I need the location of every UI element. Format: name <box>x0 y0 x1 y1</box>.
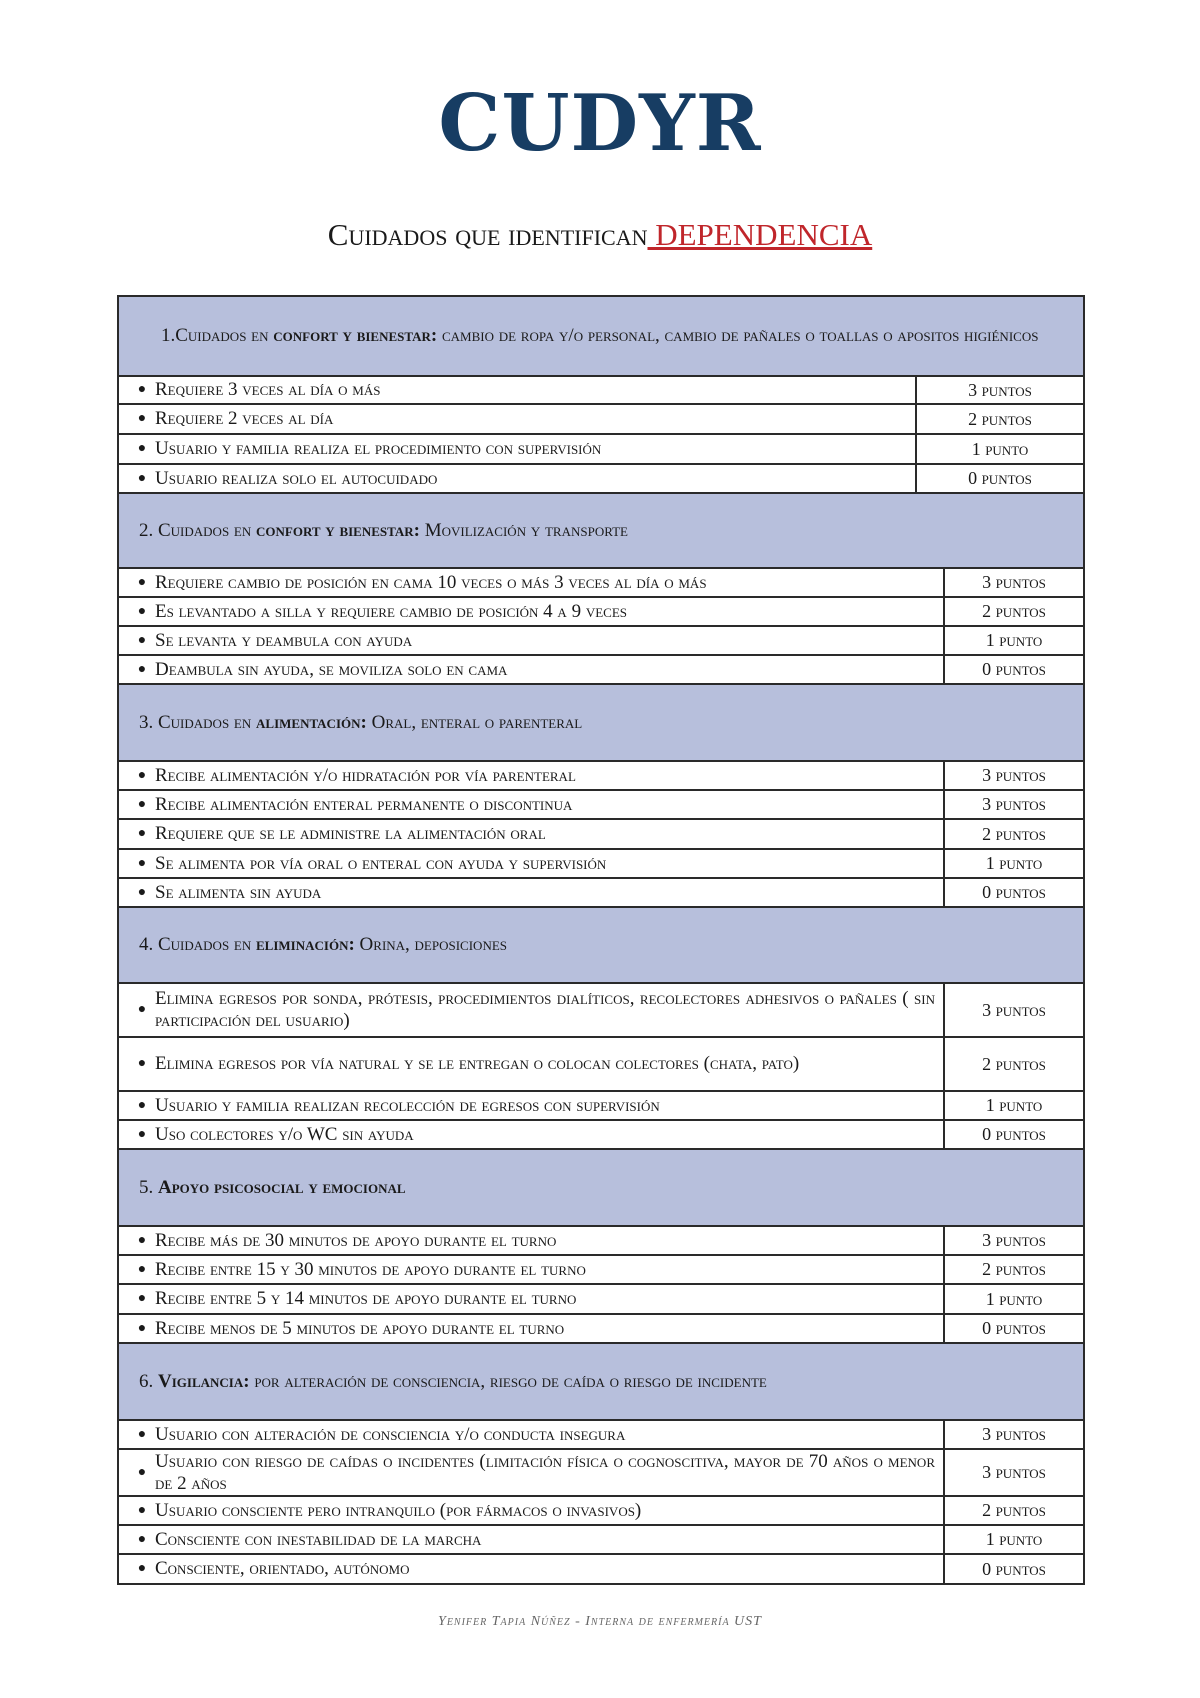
section-heading-prefix: 2. Cuidados en <box>139 519 257 541</box>
points-cell: 3 puntos <box>982 1462 1046 1482</box>
criterion-cell <box>119 1227 945 1254</box>
criterion-label: Consciente, orientado, autónomo <box>155 1558 410 1579</box>
criterion-label: Usuario realiza solo el autocuidado <box>155 467 438 489</box>
bullet-icon: ● <box>137 574 147 590</box>
criterion-label: Usuario con alteración de consciencia y/o conducta insegura <box>155 1423 626 1445</box>
criterion-cell <box>119 1038 945 1090</box>
points-cell: 2 puntos <box>982 601 1046 621</box>
criterion-label: Requiere que se le administre la alimentación oral <box>155 823 546 844</box>
points-cell: 1 punto <box>985 853 1043 873</box>
table-row <box>119 1090 1083 1119</box>
bullet-icon: ● <box>137 1502 147 1518</box>
criterion-cell <box>119 1450 945 1495</box>
table-row <box>119 433 1083 463</box>
criterion-cell <box>119 1256 945 1283</box>
points-cell: 0 puntos <box>982 1124 1046 1144</box>
table-row <box>119 1553 1083 1583</box>
bullet-icon: ● <box>137 411 147 426</box>
section-heading-bold: Vigilancia: <box>158 1370 250 1392</box>
criterion-label: Recibe menos de 5 minutos de apoyo durante el turno <box>155 1317 565 1339</box>
bullet-icon: ● <box>137 855 147 871</box>
points-cell: 1 punto <box>985 630 1043 650</box>
table-row <box>119 654 1083 683</box>
table-row <box>119 596 1083 625</box>
criterion-label: Se alimenta por vía oral o enteral con ayuda y supervisión <box>155 852 607 874</box>
bullet-icon: ● <box>137 1126 147 1142</box>
points-cell: 0 puntos <box>982 1318 1046 1338</box>
points-cell: 1 punto <box>985 1095 1043 1115</box>
criterion-cell <box>119 1421 945 1448</box>
criterion-label: Deambula sin ayuda, se moviliza solo en cama <box>155 658 508 680</box>
points-cell: 2 puntos <box>982 1500 1046 1520</box>
criterion-label: Usuario consciente pero intranquilo (por fármacos o invasivos) <box>155 1499 642 1521</box>
table-row <box>119 1419 1083 1448</box>
section-heading-bold: alimentación: <box>256 711 367 733</box>
table-row <box>119 1225 1083 1254</box>
bullet-icon: ● <box>137 1002 147 1017</box>
table-row <box>119 1283 1083 1313</box>
section-heading-prefix: 6. <box>139 1370 158 1392</box>
criterion-label: Usuario y familia realiza el procedimiento con supervisión <box>155 438 602 459</box>
criterion-label: Usuario y familia realizan recolección de egresos con supervisión <box>155 1094 660 1116</box>
criterion-cell <box>119 1285 945 1313</box>
table-row <box>119 1254 1083 1283</box>
points-cell: 0 puntos <box>982 882 1046 902</box>
section-heading-prefix: 1.Cuidados en <box>161 325 274 346</box>
section-6 <box>119 1342 1083 1583</box>
criterion-label: Requiere 3 veces al día o más <box>155 379 381 400</box>
criterion-cell <box>119 405 917 433</box>
table-row <box>119 403 1083 433</box>
criterion-cell <box>119 1526 945 1553</box>
points-cell: 0 puntos <box>982 659 1046 679</box>
section-heading-prefix: 3. Cuidados en <box>139 711 257 733</box>
points-cell: 3 puntos <box>968 379 1032 400</box>
section-heading-bold: confort y bienestar: <box>273 325 438 346</box>
page-subtitle <box>0 217 1200 253</box>
table-row <box>119 1524 1083 1553</box>
points-cell: 2 puntos <box>982 1053 1046 1074</box>
table-row <box>119 1495 1083 1524</box>
section-heading-bold: confort y bienestar: <box>256 519 420 541</box>
bullet-icon: ● <box>137 1097 147 1113</box>
points-cell: 3 puntos <box>982 1230 1046 1250</box>
criterion-label: Se alimenta sin ayuda <box>155 881 322 903</box>
bullet-icon: ● <box>137 1291 147 1306</box>
criterion-label: Se levanta y deambula con ayuda <box>155 629 413 651</box>
section-heading <box>119 1342 1083 1419</box>
section-heading-bold: eliminación: <box>256 934 355 955</box>
points-cell: 1 punto <box>971 438 1029 459</box>
points-cell: 0 puntos <box>982 1558 1046 1579</box>
table-row <box>119 877 1083 906</box>
points-cell: 0 puntos <box>968 468 1032 488</box>
table-row <box>119 375 1083 403</box>
section-heading <box>119 297 1083 375</box>
criterion-label: Es levantado a silla y requiere cambio de posición 4 a 9 veces <box>155 600 627 622</box>
criterion-cell <box>119 1555 945 1583</box>
points-cell: 1 punto <box>985 1288 1043 1309</box>
bullet-icon: ● <box>137 603 147 619</box>
criterion-label: Recibe alimentación enteral permanente o discontinua <box>155 793 573 815</box>
points-cell: 3 puntos <box>982 794 1046 814</box>
criterion-label: Requiere cambio de posición en cama 10 veces o más 3 veces al día o más <box>155 571 707 593</box>
section-heading <box>119 1148 1083 1225</box>
criterion-label: Elimina egresos por vía natural y se le entregan o colocan colectores (chata, pato) <box>155 1053 800 1074</box>
section-heading-rest: Oral, enteral o parenteral <box>366 711 583 733</box>
section-heading-rest: por alteración de consciencia, riesgo de caída o riesgo de incidente <box>249 1370 767 1392</box>
points-cell: 2 puntos <box>982 823 1046 844</box>
criterion-cell <box>119 656 945 683</box>
bullet-icon: ● <box>137 884 147 900</box>
bullet-icon: ● <box>137 826 147 841</box>
criterion-label: Uso colectores y/o WC sin ayuda <box>155 1123 414 1145</box>
page-title: CUDYR <box>438 78 762 169</box>
bullet-icon: ● <box>137 661 147 677</box>
bullet-icon: ● <box>137 1261 147 1277</box>
criterion-label: Requiere 2 veces al día <box>155 408 334 429</box>
criterion-label: Recibe alimentación y/o hidratación por vía parenteral <box>155 764 576 786</box>
criterion-label: Recibe entre 15 y 30 minutos de apoyo durante el turno <box>155 1258 586 1280</box>
criterion-label: Recibe más de 30 minutos de apoyo durante el turno <box>155 1229 557 1251</box>
section-heading <box>119 906 1083 982</box>
bullet-icon: ● <box>137 1232 147 1248</box>
section-heading-rest: Orina, deposiciones <box>354 934 507 955</box>
section-heading-rest: cambio de ropa y/o personal, cambio de pañales o toallas o apositos higiénicos <box>437 325 1039 346</box>
table-row <box>119 1119 1083 1148</box>
criterion-cell <box>119 850 945 877</box>
subtitle-text: Cuidados que identifican <box>327 217 648 252</box>
points-cell: 2 puntos <box>968 408 1032 429</box>
criterion-cell <box>119 879 945 906</box>
bullet-icon: ● <box>137 767 147 783</box>
criterion-cell <box>119 465 917 492</box>
criterion-label: Consciente con inestabilidad de la marcha <box>155 1528 482 1550</box>
section-4 <box>119 906 1083 1148</box>
section-heading <box>119 683 1083 760</box>
points-cell: 3 puntos <box>982 1424 1046 1444</box>
bullet-icon: ● <box>137 1426 147 1442</box>
bullet-icon: ● <box>137 1320 147 1336</box>
criterion-cell <box>119 1315 945 1342</box>
criterion-label: Usuario con riesgo de caídas o incidentes (limitación física o cognoscitiva, mayor de 70 años o menor de 2 años <box>155 1450 935 1494</box>
bullet-icon: ● <box>137 1531 147 1547</box>
points-cell: 3 puntos <box>982 765 1046 785</box>
criterion-cell <box>119 627 945 654</box>
bullet-icon: ● <box>137 796 147 812</box>
criterion-cell <box>119 762 945 789</box>
section-2 <box>119 492 1083 683</box>
table-row <box>119 848 1083 877</box>
criterion-cell <box>119 1092 945 1119</box>
criterion-cell <box>119 569 945 596</box>
table-row <box>119 625 1083 654</box>
criterion-cell <box>119 1121 945 1148</box>
criterion-label: Recibe entre 5 y 14 minutos de apoyo durante el turno <box>155 1288 577 1309</box>
subtitle-highlight: DEPENDENCIA <box>647 217 873 252</box>
table-row <box>119 789 1083 818</box>
bullet-icon: ● <box>137 1464 147 1480</box>
section-heading-rest: Movilización y transporte <box>419 519 628 541</box>
criterion-cell <box>119 598 945 625</box>
bullet-icon: ● <box>137 1056 147 1071</box>
criterion-label: Elimina egresos por sonda, prótesis, procedimientos dialíticos, recolectores adhesivos o pañales ( sin participación del usuario) <box>155 988 935 1031</box>
points-cell: 2 puntos <box>982 1259 1046 1279</box>
points-cell: 3 puntos <box>982 572 1046 592</box>
criterion-cell <box>119 984 945 1036</box>
table-row <box>119 1036 1083 1090</box>
cudyr-table <box>117 295 1085 1585</box>
criterion-cell <box>119 820 945 848</box>
table-row <box>119 1313 1083 1342</box>
section-heading-bold: Apoyo psicosocial y emocional <box>158 1176 406 1198</box>
bullet-icon: ● <box>137 1561 147 1576</box>
section-1 <box>119 297 1083 492</box>
points-cell: 1 punto <box>985 1529 1043 1549</box>
bullet-icon: ● <box>137 632 147 648</box>
criterion-cell <box>119 1497 945 1524</box>
bullet-icon: ● <box>137 441 147 456</box>
bullet-icon: ● <box>137 470 147 486</box>
table-row <box>119 567 1083 596</box>
section-heading-prefix: 4. Cuidados en <box>139 934 257 955</box>
section-heading <box>119 492 1083 567</box>
section-heading-prefix: 5. <box>139 1176 158 1198</box>
table-row <box>119 760 1083 789</box>
table-row <box>119 1448 1083 1495</box>
criterion-cell <box>119 791 945 818</box>
table-row <box>119 982 1083 1036</box>
table-row <box>119 463 1083 492</box>
criterion-cell <box>119 377 917 403</box>
points-cell: 3 puntos <box>982 999 1046 1020</box>
footer-credit: Yenifer Tapia Núñez - Interna de enfermería UST <box>438 1614 762 1629</box>
section-3 <box>119 683 1083 906</box>
bullet-icon: ● <box>137 382 147 397</box>
table-row <box>119 818 1083 848</box>
criterion-cell <box>119 435 917 463</box>
section-5 <box>119 1148 1083 1342</box>
